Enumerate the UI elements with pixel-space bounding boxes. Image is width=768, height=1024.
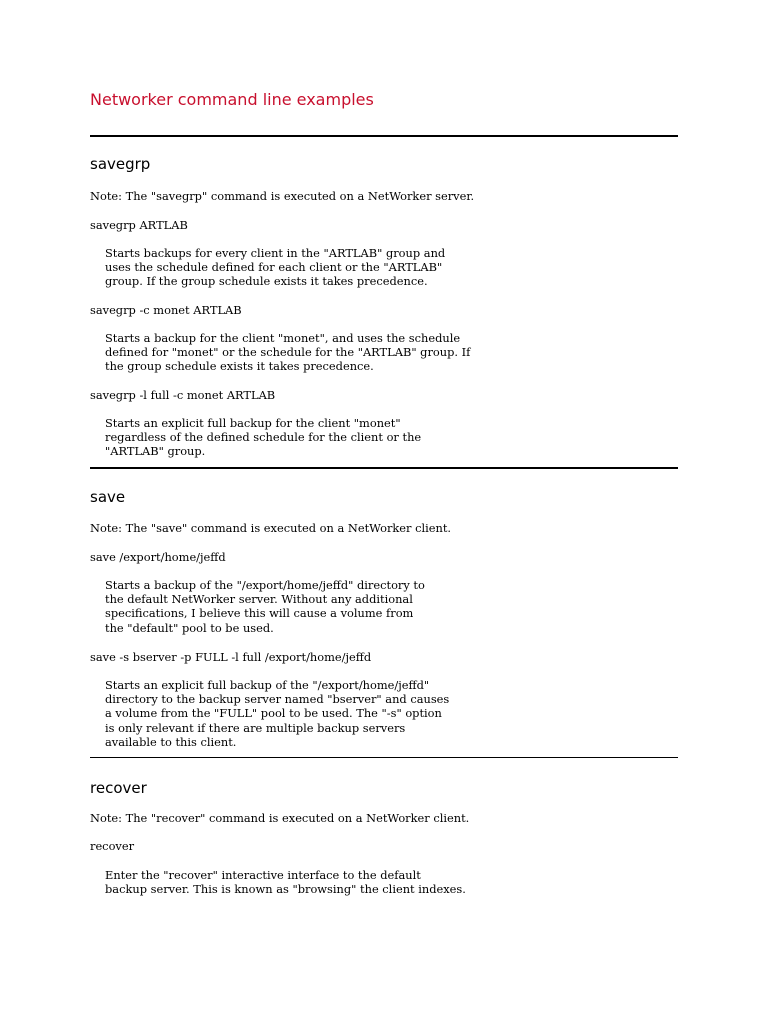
section-recover (90, 757, 678, 897)
section-savegrp (90, 135, 678, 459)
command-description: Enter the "recover" interactive interface to the default backup server. This is known as "browsing" the client indexes. (105, 868, 466, 897)
command-line: savegrp ARTLAB (90, 218, 188, 232)
command-description: Starts an explicit full backup of the "/export/home/jeffd" directory to the backup server named "bserver" and causes a volume from the "FULL" pool to be used. The "-s" option is only relevant if there are multiple backup servers available to this client. (105, 678, 450, 749)
document-title: Networker command line examples (90, 90, 374, 109)
section-heading: recover (90, 779, 147, 797)
section-divider (90, 135, 678, 137)
command-line: savegrp -c monet ARTLAB (90, 303, 242, 317)
command-line: save -s bserver -p FULL -l full /export/home/jeffd (90, 650, 372, 664)
section-save (90, 467, 678, 749)
section-heading: savegrp (90, 155, 151, 173)
command-description: Starts an explicit full backup for the client "monet" regardless of the defined schedule for the client or the "ARTLAB" group. (105, 416, 422, 459)
section-divider (90, 467, 678, 469)
section-note: Note: The "save" command is executed on a NetWorker client. (90, 521, 452, 535)
command-line: recover (90, 839, 135, 853)
section-note: Note: The "recover" command is executed on a NetWorker client. (90, 811, 470, 825)
command-description: Starts a backup of the "/export/home/jeffd" directory to the default NetWorker server. Without any additional specifications, I believe this will cause a volume from the "default" pool to be used. (105, 578, 425, 635)
command-description: Starts a backup for the client "monet", and uses the schedule defined for "monet" or the schedule for the "ARTLAB" group. If the group schedule exists it takes precedence. (105, 331, 471, 374)
command-description: Starts backups for every client in the "ARTLAB" group and uses the schedule defined for each client or the "ARTLAB" group. If the group schedule exists it takes precedence. (105, 246, 446, 289)
section-divider (90, 757, 678, 758)
section-note: Note: The "savegrp" command is executed on a NetWorker server. (90, 189, 475, 203)
section-heading: save (90, 488, 126, 506)
command-line: save /export/home/jeffd (90, 550, 226, 564)
command-line: savegrp -l full -c monet ARTLAB (90, 388, 276, 402)
